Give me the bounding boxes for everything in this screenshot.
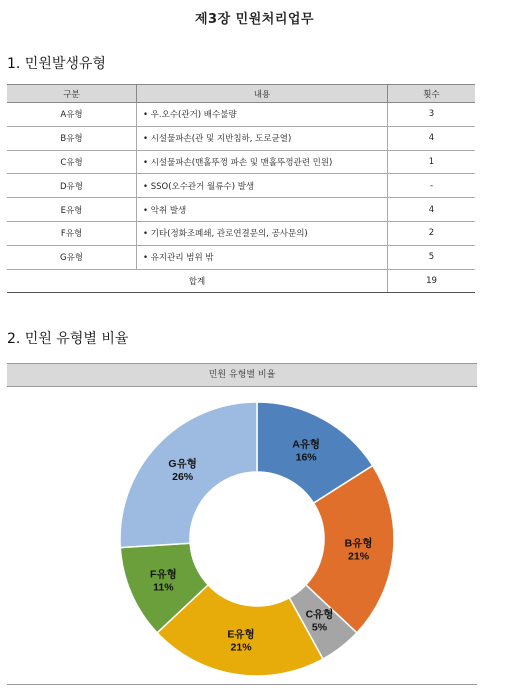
column-header-category: 구분 [7,85,137,103]
chart-frame [7,363,477,685]
chart-title: 민원 유형별 비율 [7,364,477,387]
row-type: D유형 [7,174,137,198]
column-header-count: 횟수 [388,85,476,103]
table-total-row [7,269,475,293]
row-count: 4 [388,198,476,222]
slice-label-A유형: A유형 16% [292,438,321,464]
row-content: • 유지관리 범위 밖 [137,245,388,269]
row-content: • 기타(정화조폐쇄, 관로연결문의, 공사문의) [137,221,388,245]
slice-label-F유형: F유형 11% [150,568,177,594]
slice-label-C유형: C유형 5% [305,608,334,634]
table-row [7,150,475,174]
row-type: G유형 [7,245,137,269]
row-type: B유형 [7,126,137,150]
row-count: 3 [388,103,476,127]
table-row [7,221,475,245]
row-content: • 악취 발생 [137,198,388,222]
total-label: 합계 [7,269,388,293]
row-count: 2 [388,221,476,245]
row-type: A유형 [7,103,137,127]
row-count: - [388,174,476,198]
complaint-type-table [7,84,475,293]
table-row [7,245,475,269]
row-count: 5 [388,245,476,269]
table-row [7,174,475,198]
row-content: • 시설물파손(맨홀뚜껑 파손 및 맨홀뚜껑관련 민원) [137,150,388,174]
row-count: 4 [388,126,476,150]
row-count: 1 [388,150,476,174]
table-header-row [7,85,475,103]
table-row [7,198,475,222]
donut-chart [7,364,477,684]
table-row [7,103,475,127]
row-type: C유형 [7,150,137,174]
section-heading-complaint-types: 1. 민원발생유형 [7,56,106,72]
table-row [7,126,475,150]
row-content: • 우.오수(관거) 배수불량 [137,103,388,127]
total-count: 19 [388,269,476,293]
column-header-content: 내용 [137,85,388,103]
row-type: F유형 [7,221,137,245]
section-heading-complaint-ratio: 2. 민원 유형별 비율 [7,331,129,347]
row-type: E유형 [7,198,137,222]
row-content: • 시설물파손(관 및 지반침하, 도로균열) [137,126,388,150]
slice-label-G유형: G유형 26% [168,458,197,484]
document-title: 제3장 민원처리업무 [194,12,315,27]
row-content: • SSO(오수관거 월류수) 발생 [137,174,388,198]
slice-label-E유형: E유형 21% [227,628,255,654]
slice-label-B유형: B유형 21% [344,537,373,563]
